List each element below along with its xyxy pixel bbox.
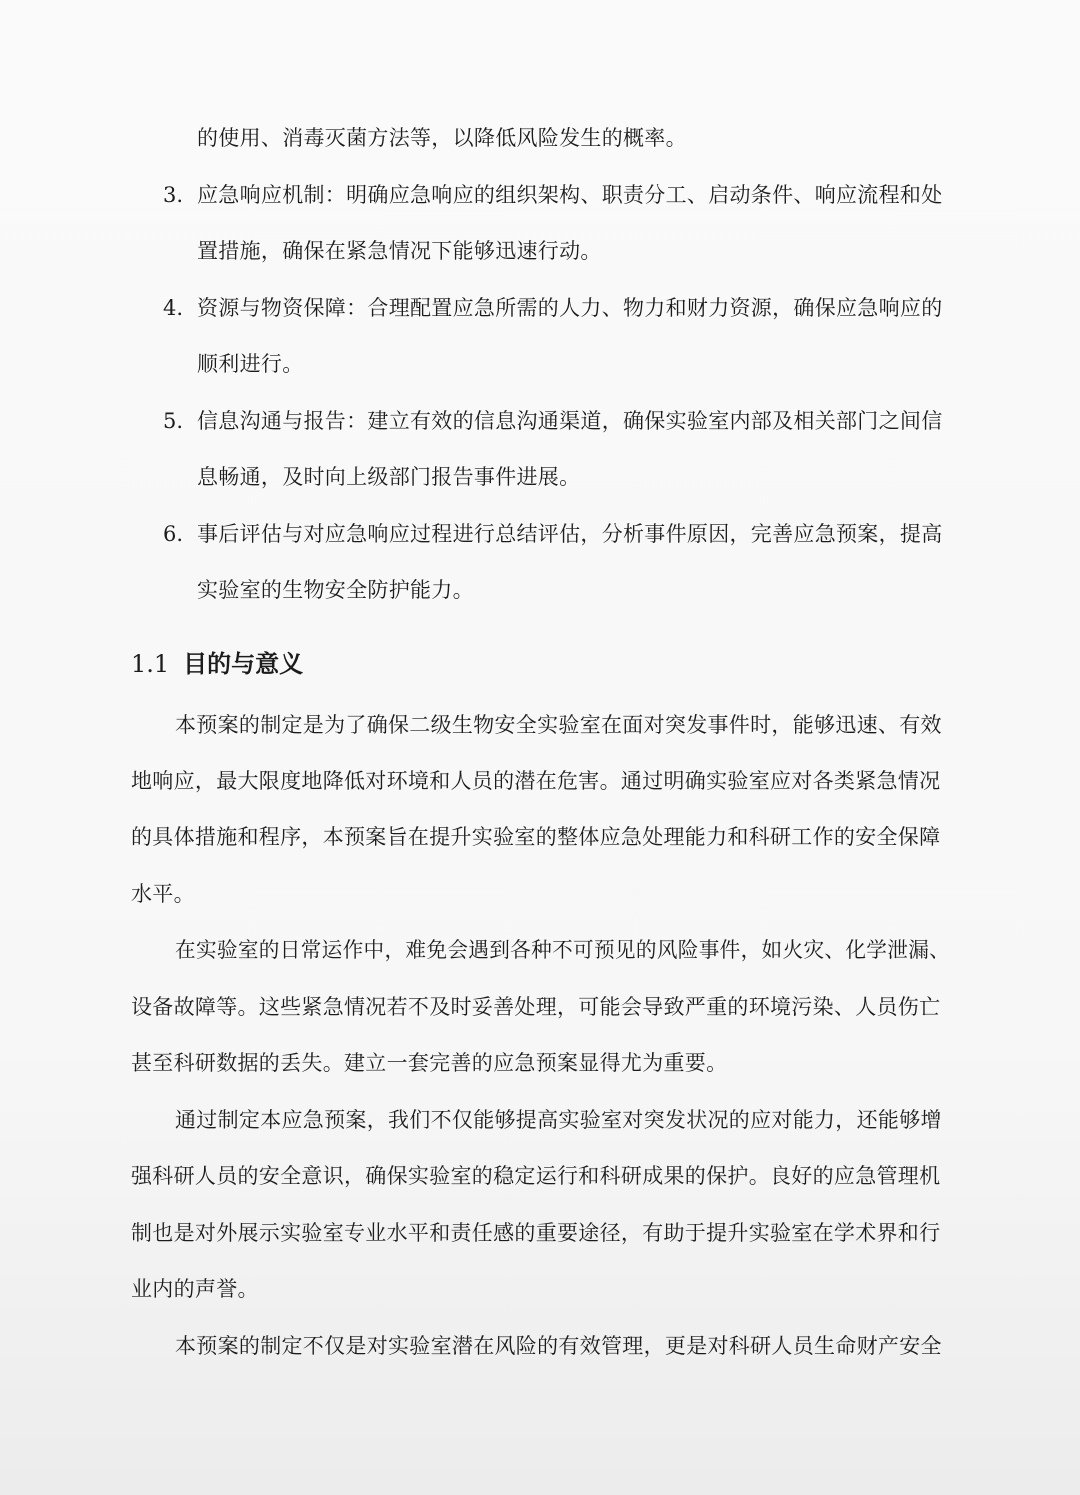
list-item-line: 信息沟通与报告：建立有效的信息沟通渠道，确保实验室内部及相关部门之间信 [197, 409, 943, 433]
list-item-line: 事后评估与对应急响应过程进行总结评估，分析事件原因，完善应急预案，提高 [197, 522, 943, 546]
paragraph-line: 本预案的制定不仅是对实验室潜在风险的有效管理，更是对科研人员生命财产安全 [175, 1334, 942, 1358]
paragraph-line: 在实验室的日常运作中，难免会遇到各种不可预见的风险事件，如火灾、化学泄漏、 [175, 938, 951, 962]
list-item-line: 顺利进行。 [197, 352, 304, 376]
paragraph-line: 本预案的制定是为了确保二级生物安全实验室在面对突发事件时，能够迅速、有效 [175, 713, 942, 737]
paragraph-line: 强科研人员的安全意识，确保实验室的稳定运行和科研成果的保护。良好的应急管理机 [131, 1164, 941, 1188]
list-item-line: 应急响应机制：明确应急响应的组织架构、职责分工、启动条件、响应流程和处 [197, 183, 943, 207]
paragraph-line: 业内的声誉。 [131, 1277, 259, 1301]
paragraph-line: 水平。 [131, 882, 195, 906]
paragraph-line: 的具体措施和程序，本预案旨在提升实验室的整体应急处理能力和科研工作的安全保障 [131, 825, 941, 849]
list-item-line: 息畅通，及时向上级部门报告事件进展。 [197, 465, 581, 489]
list-item-line: 置措施，确保在紧急情况下能够迅速行动。 [197, 239, 602, 263]
section-number: 1.1 [131, 650, 170, 678]
paragraph-line: 设备故障等。这些紧急情况若不及时妥善处理，可能会导致严重的环境污染、人员伤亡 [131, 995, 941, 1019]
list-number: 5. [163, 409, 184, 433]
list-item-line: 资源与物资保障：合理配置应急所需的人力、物力和财力资源，确保应急响应的 [197, 296, 943, 320]
list-item-continuation: 的使用、消毒灭菌方法等，以降低风险发生的概率。 [197, 126, 687, 150]
section-heading [131, 648, 303, 680]
list-item-line: 实验室的生物安全防护能力。 [197, 578, 474, 602]
section-title: 目的与意义 [183, 649, 304, 678]
list-number: 4. [163, 296, 184, 320]
paragraph-line: 制也是对外展示实验室专业水平和责任感的重要途径，有助于提升实验室在学术界和行 [131, 1221, 941, 1245]
list-number: 6. [163, 522, 184, 546]
paragraph-line: 地响应，最大限度地降低对环境和人员的潜在危害。通过明确实验室应对各类紧急情况 [131, 769, 941, 793]
paragraph-line: 甚至科研数据的丢失。建立一套完善的应急预案显得尤为重要。 [131, 1051, 728, 1075]
paragraph-line: 通过制定本应急预案，我们不仅能够提高实验室对突发状况的应对能力，还能够增 [175, 1108, 942, 1132]
list-number: 3. [163, 183, 184, 207]
